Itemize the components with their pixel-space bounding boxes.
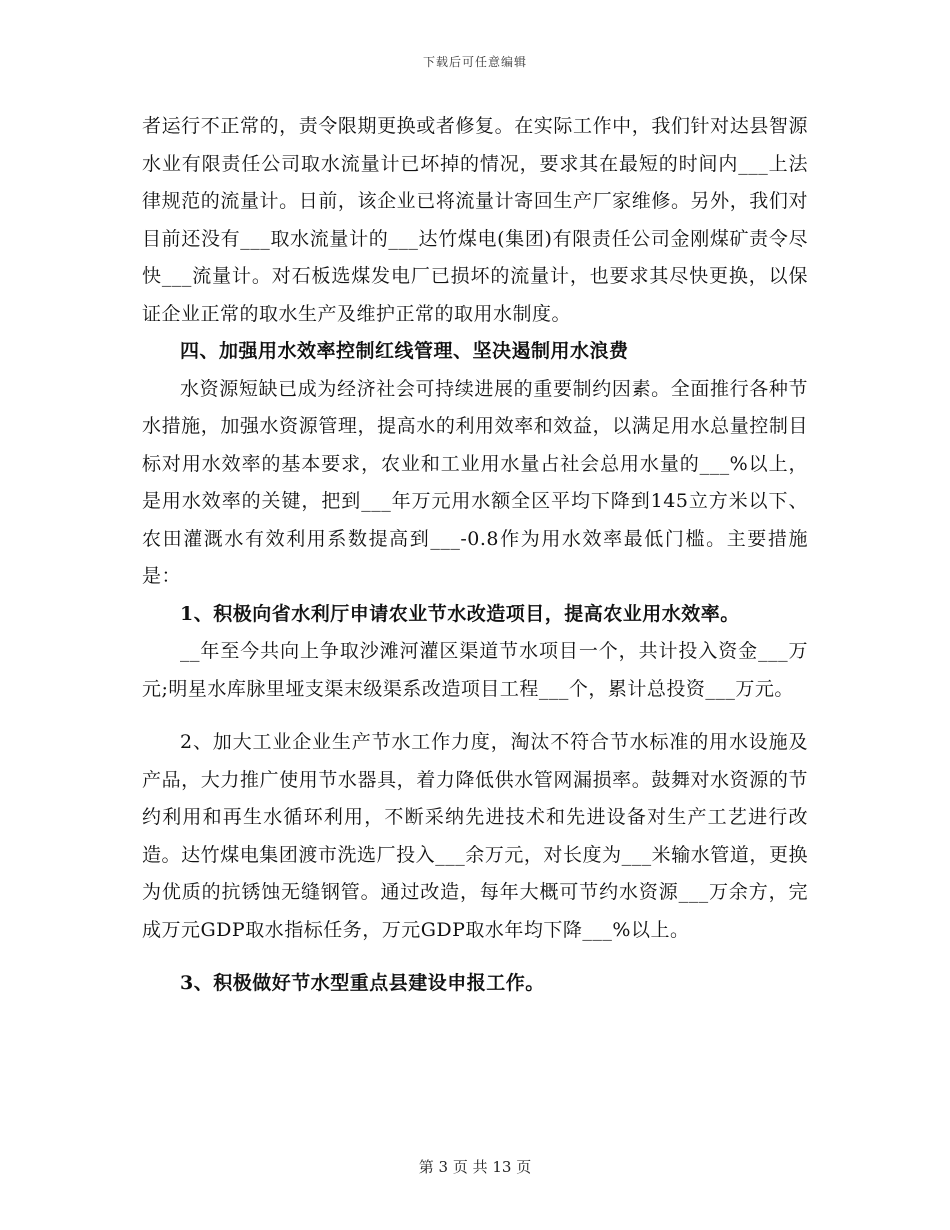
- paragraph-1: 者运行不正常的，责令限期更换或者修复。在实际工作中，我们针对达县智源水业有限责任公司取水流量计已坏掉的情况，要求其在最短的时间内___上法律规范的流量计。日前，该企业已将流量计寄回生产厂家维修。另外，我们对目前还没有___取水流量计的___达竹煤电(集团)有限责任公司金刚煤矿责令尽快___流量计。对石板选煤发电厂已损坏的流量计，也要求其尽快更换，以保证企业正常的取水生产及维护正常的取用水制度。: [142, 115, 808, 325]
- subheading-1: 1、积极向省水利厅申请农业节水改造项目，提高农业用水效率。: [180, 602, 740, 625]
- section-heading-4: 四、加强用水效率控制红线管理、坚决遏制用水浪费: [180, 340, 629, 362]
- subheading-3: 3、积极做好节水型重点县建设申报工作。: [180, 972, 545, 994]
- document-body: [142, 108, 808, 1003]
- paragraph-3: __年至今共向上争取沙滩河灌区渠道节水项目一个，共计投入资金___万元;明星水库脉里垭支渠末级渠系改造项目工程___个，累计总投资___万元。: [142, 640, 808, 700]
- paragraph-2: 水资源短缺已成为经济社会可持续进展的重要制约因素。全面推行各种节水措施，加强水资源管理，提高水的利用效率和效益，以满足用水总量控制目标对用水效率的基本要求，农业和工业用水量占社会总用水量的___%以上，是用水效率的关键，把到___年万元用水额全区平均下降到145立方米以下、农田灌溉水有效利用系数提高到___-0.8作为用水效率最低门槛。主要措施是：: [142, 377, 808, 587]
- page-number: 第 3 页 共 13 页: [418, 1158, 532, 1176]
- paragraph-4: 2、加大工业企业生产节水工作力度，淘汰不符合节水标准的用水设施及产品，大力推广使用节水器具，着力降低供水管网漏损率。鼓舞对水资源的节约利用和再生水循环利用，不断采纳先进技术和先进设备对生产工艺进行改造。达竹煤电集团渡市洗选厂投入___余万元，对长度为___米输水管道，更换为优质的抗锈蚀无缝钢管。通过改造，每年大概可节约水资源___万余方，完成万元GDP取水指标任务，万元GDP取水年均下降___%以上。: [142, 731, 808, 941]
- page-header: 下载后可任意编辑: [422, 55, 527, 69]
